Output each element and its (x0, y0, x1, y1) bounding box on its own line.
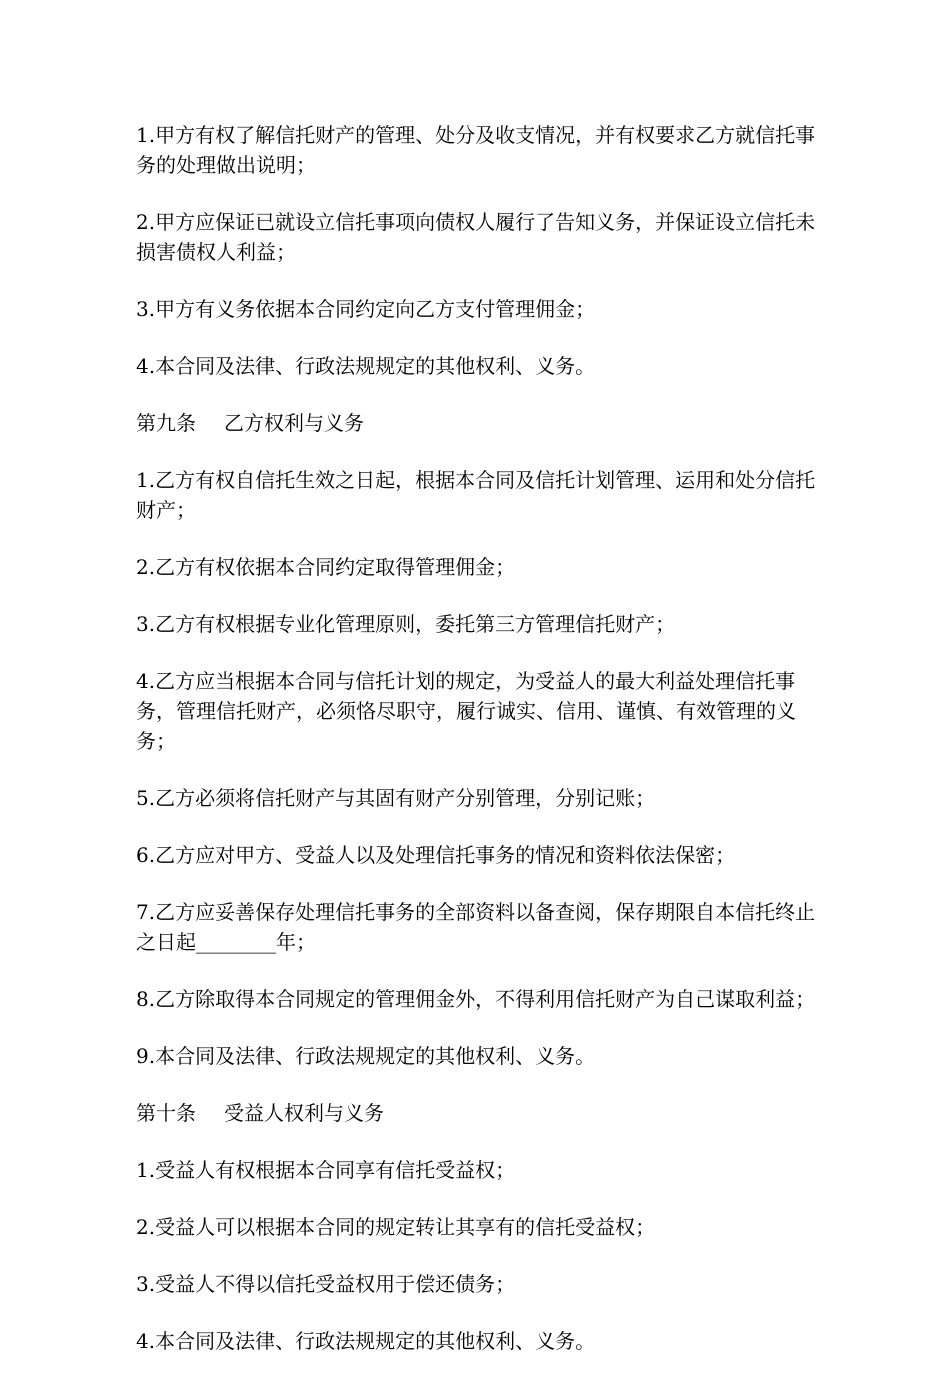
section8-item-4: 4.本合同及法律、行政法规规定的其他权利、义务。 (136, 354, 596, 378)
section10-item-2: 2.受益人可以根据本合同的规定转让其享有的信托受益权； (136, 1215, 656, 1239)
section10-number: 第十条 (136, 1101, 196, 1125)
section9-item-4: 4.乙方应当根据本合同与信托计划的规定，为受益人的最大利益处理信托事务，管理信托财产，必须恪尽职守，履行诚实、信用、谨慎、有效管理的义务； (136, 669, 796, 753)
section10-item-1: 1.受益人有权根据本合同享有信托受益权； (136, 1158, 516, 1182)
section9-item-2: 2.乙方有权依据本合同约定取得管理佣金； (136, 555, 516, 579)
section10-heading (136, 1098, 816, 1128)
section10-title: 受益人权利与义务 (224, 1101, 384, 1125)
section8-item-3: 3.甲方有义务依据本合同约定向乙方支付管理佣金； (136, 297, 596, 321)
section9-item-5: 5.乙方必须将信托财产与其固有财产分别管理，分别记账； (136, 786, 656, 810)
section9-item-1: 1.乙方有权自信托生效之日起，根据本合同及信托计划管理、运用和处分信托财产； (136, 468, 816, 522)
section8-item-1: 1.甲方有权了解信托财产的管理、处分及收支情况，并有权要求乙方就信托事务的处理做出说明； (136, 123, 816, 177)
section9-number: 第九条 (136, 411, 196, 435)
section9-item-8: 8.乙方除取得本合同规定的管理佣金外，不得利用信托财产为自己谋取利益； (136, 987, 816, 1011)
section9-item-7: 7.乙方应妥善保存处理信托事务的全部资料以备查阅，保存期限自本信托终止之日起________年； (136, 900, 816, 954)
section8-item-2: 2.甲方应保证已就设立信托事项向债权人履行了告知义务，并保证设立信托未损害债权人利益； (136, 210, 816, 264)
section9-item-3: 3.乙方有权根据专业化管理原则，委托第三方管理信托财产； (136, 612, 676, 636)
document-body (136, 120, 816, 1383)
section10-item-3: 3.受益人不得以信托受益权用于偿还债务； (136, 1272, 516, 1296)
section10-item-4: 4.本合同及法律、行政法规规定的其他权利、义务。 (136, 1329, 596, 1353)
section9-item-6: 6.乙方应对甲方、受益人以及处理信托事务的情况和资料依法保密； (136, 843, 736, 867)
section9-item-9: 9.本合同及法律、行政法规规定的其他权利、义务。 (136, 1044, 596, 1068)
section9-title: 乙方权利与义务 (224, 411, 364, 435)
section9-heading (136, 408, 816, 438)
